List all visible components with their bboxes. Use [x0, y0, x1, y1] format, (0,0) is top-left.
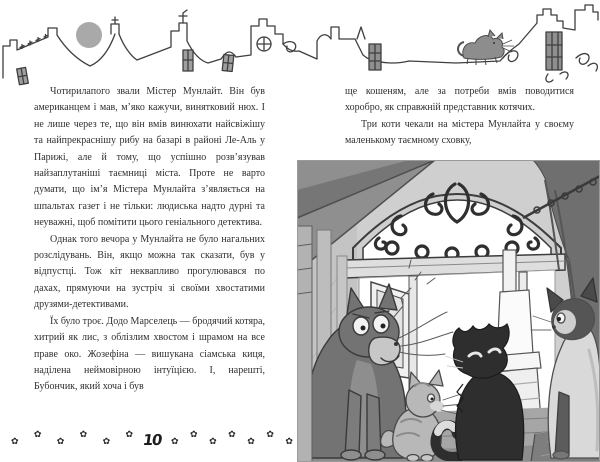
scroll-curl-icon [503, 51, 518, 62]
paragraph: ще кошеням, але за потреби вмів поводитися хоробро, як справжній представник котячих. [345, 86, 574, 114]
paw-row-right [168, 430, 296, 447]
right-page-text [345, 84, 574, 150]
paw-print-icon: ✿ [170, 437, 179, 447]
paragraph: Чотирилапого звали Містер Мунлайт. Він був американцем і мав, м’яко кажучи, винятковий нюх. І не лише через те, що він вмів винюхати найсвіжішу та найпрекраснішу рибу на базарі в районі Ле-Аль у Парижі, але й тому, що успішно розв’язував найзаплутаніші таємниці міста. Проте не варто думати, що ім’я Містера Мунлайта з’являється на шпальтах газет і не тільки: людиська надто дурні та неуважні, щоб помітити цього геніального детектива. [34, 86, 265, 229]
paw-print-icon: ✿ [33, 430, 42, 440]
weathervane-icon [179, 10, 187, 23]
paragraph: Три коти чекали на містера Мунлайта у своєму маленькому таємному сховку, [345, 118, 574, 147]
page-number: 10 [141, 431, 163, 449]
right-rooftops [283, 5, 598, 82]
paw-print-icon: ✿ [56, 437, 65, 447]
scroll-curl-icon [576, 54, 597, 71]
cats-attic-illustration [297, 160, 600, 462]
moon-icon [76, 22, 102, 48]
paw-print-icon: ✿ [125, 430, 133, 440]
paw-print-icon: ✿ [247, 437, 255, 447]
paw-row-left [8, 430, 136, 447]
paragraph: Їх було троє. Додо Марселець — бродячий котяра, хитрий як лис, з облізлим хвостом і шрамом на все праве око. Жозефіна — вишукана сіамська киця, наділена неймовірною інтуїцією. І, нарешті, Бубончик, який хоча і був [34, 315, 265, 393]
window-frame-post [297, 226, 312, 462]
footer-paw-border [8, 421, 296, 447]
paw-print-icon: ✿ [285, 437, 293, 447]
spire-icon [357, 27, 365, 39]
left-windows [17, 50, 234, 85]
left-page-text [34, 84, 265, 396]
paragraph: Однак того вечора у Мунлайта не було нагальних розслідувань. Він, якщо можна так сказати, був у відпустці. Тож кіт неквапливо прогулювався по дахах, прямуючи на зустріч зі своїми хвостатими друзями-детективами. [34, 233, 265, 311]
paw-print-icon: ✿ [228, 430, 236, 440]
cat-on-roof-icon [458, 30, 514, 65]
paw-print-icon: ✿ [266, 430, 274, 440]
paw-print-icon: ✿ [79, 430, 88, 440]
paw-print-icon: ✿ [102, 437, 111, 447]
rooftops-border-illustration [0, 0, 600, 88]
left-rooftops [3, 10, 296, 85]
paw-print-icon: ✿ [209, 437, 217, 447]
scroll-curl-icon [546, 72, 568, 82]
paw-print-icon: ✿ [11, 437, 19, 447]
paw-print-icon: ✿ [190, 430, 198, 440]
